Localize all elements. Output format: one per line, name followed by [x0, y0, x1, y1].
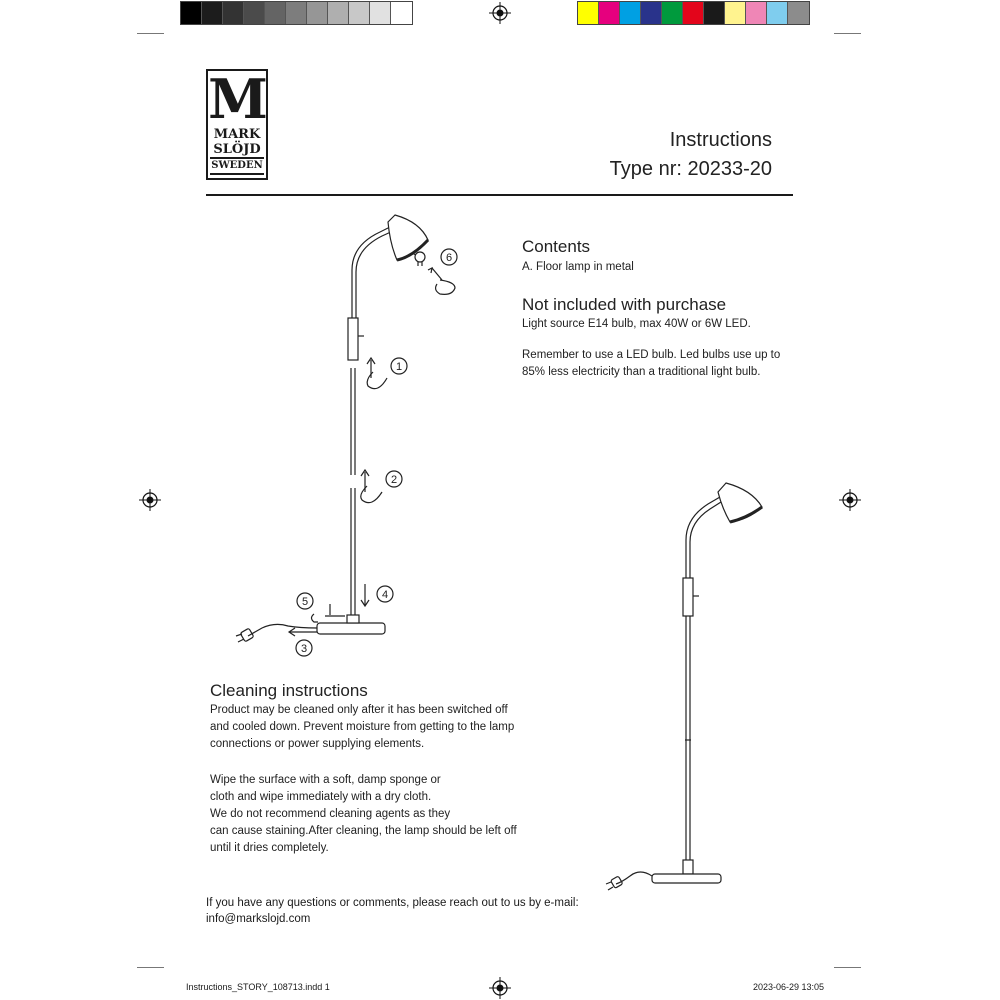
crop-mark — [137, 33, 164, 34]
color-calibration-bar — [577, 1, 810, 25]
swatch — [370, 2, 391, 24]
swatch — [662, 2, 683, 24]
swatch — [307, 2, 328, 24]
logo-line-3: SWEDEN — [210, 157, 264, 175]
registration-mark-icon — [489, 2, 511, 24]
text-line: and cooled down. Prevent moisture from getting to the lamp — [210, 721, 515, 733]
crop-mark — [834, 967, 861, 968]
assembly-diagram — [225, 205, 453, 665]
cleaning-paragraph-2 — [210, 772, 550, 857]
crop-mark — [137, 967, 164, 968]
step-5-label: 5 — [301, 596, 309, 608]
swatch — [620, 2, 641, 24]
header-divider — [206, 194, 793, 196]
logo-letter: M — [208, 67, 266, 131]
led-note: Remember to use a LED bulb. Led bulbs use up to 85% less electricity than a traditional light bulb. — [522, 349, 781, 378]
swatch — [704, 2, 725, 24]
contents-heading: Contents — [522, 237, 591, 256]
swatch — [223, 2, 244, 24]
swatch — [725, 2, 746, 24]
registration-mark-icon — [489, 977, 511, 999]
not-included-text: Light source E14 bulb, max 40W or 6W LED. — [522, 318, 751, 330]
grayscale-calibration-bar — [180, 1, 413, 25]
swatch — [641, 2, 662, 24]
footer-filename: Instructions_STORY_108713.indd 1 — [186, 982, 330, 992]
contact-email[interactable]: info@markslojd.com — [206, 913, 311, 925]
step-6-label: 6 — [445, 252, 453, 264]
step-4-label: 4 — [381, 589, 389, 601]
page-title: Instructions — [669, 129, 772, 151]
swatch — [202, 2, 223, 24]
swatch — [181, 2, 202, 24]
contact-text: If you have any questions or comments, please reach out to us by e-mail: — [206, 897, 579, 909]
brand-logo — [206, 69, 268, 180]
footer-timestamp: 2023-06-29 13:05 — [752, 982, 824, 992]
logo-line-1: MARK — [213, 127, 261, 142]
assembled-lamp-illustration — [600, 470, 770, 900]
text-line: Product may be cleaned only after it has been switched off — [210, 704, 508, 716]
text-line: until it dries completely. — [210, 842, 329, 854]
not-included-heading: Not included with purchase — [522, 295, 727, 314]
swatch — [599, 2, 620, 24]
swatch — [683, 2, 704, 24]
swatch — [328, 2, 349, 24]
swatch — [349, 2, 370, 24]
swatch — [391, 2, 412, 24]
swatch — [578, 2, 599, 24]
step-3-label: 3 — [300, 643, 308, 655]
step-markers — [296, 249, 457, 656]
text-line: Wipe the surface with a soft, damp sponge or — [210, 774, 441, 786]
swatch — [265, 2, 286, 24]
text-line: cloth and wipe immediately with a dry cloth. — [210, 791, 432, 803]
registration-mark-icon — [139, 489, 161, 511]
contents-item: A. Floor lamp in metal — [522, 261, 634, 273]
cleaning-paragraph-1 — [210, 702, 550, 753]
swatch — [244, 2, 265, 24]
text-line: We do not recommend cleaning agents as they — [210, 808, 451, 820]
text-line: connections or power supplying elements. — [210, 738, 425, 750]
swatch — [788, 2, 809, 24]
cleaning-heading: Cleaning instructions — [210, 681, 368, 700]
logo-line-2: SLÖJD — [213, 142, 261, 157]
swatch — [286, 2, 307, 24]
step-1-label: 1 — [395, 361, 403, 373]
type-number: Type nr: 20233-20 — [609, 158, 772, 180]
swatch — [746, 2, 767, 24]
text-line: can cause staining.After cleaning, the lamp should be left off — [210, 825, 517, 837]
registration-mark-icon — [839, 489, 861, 511]
crop-mark — [834, 33, 861, 34]
step-2-label: 2 — [390, 474, 398, 486]
swatch — [767, 2, 788, 24]
